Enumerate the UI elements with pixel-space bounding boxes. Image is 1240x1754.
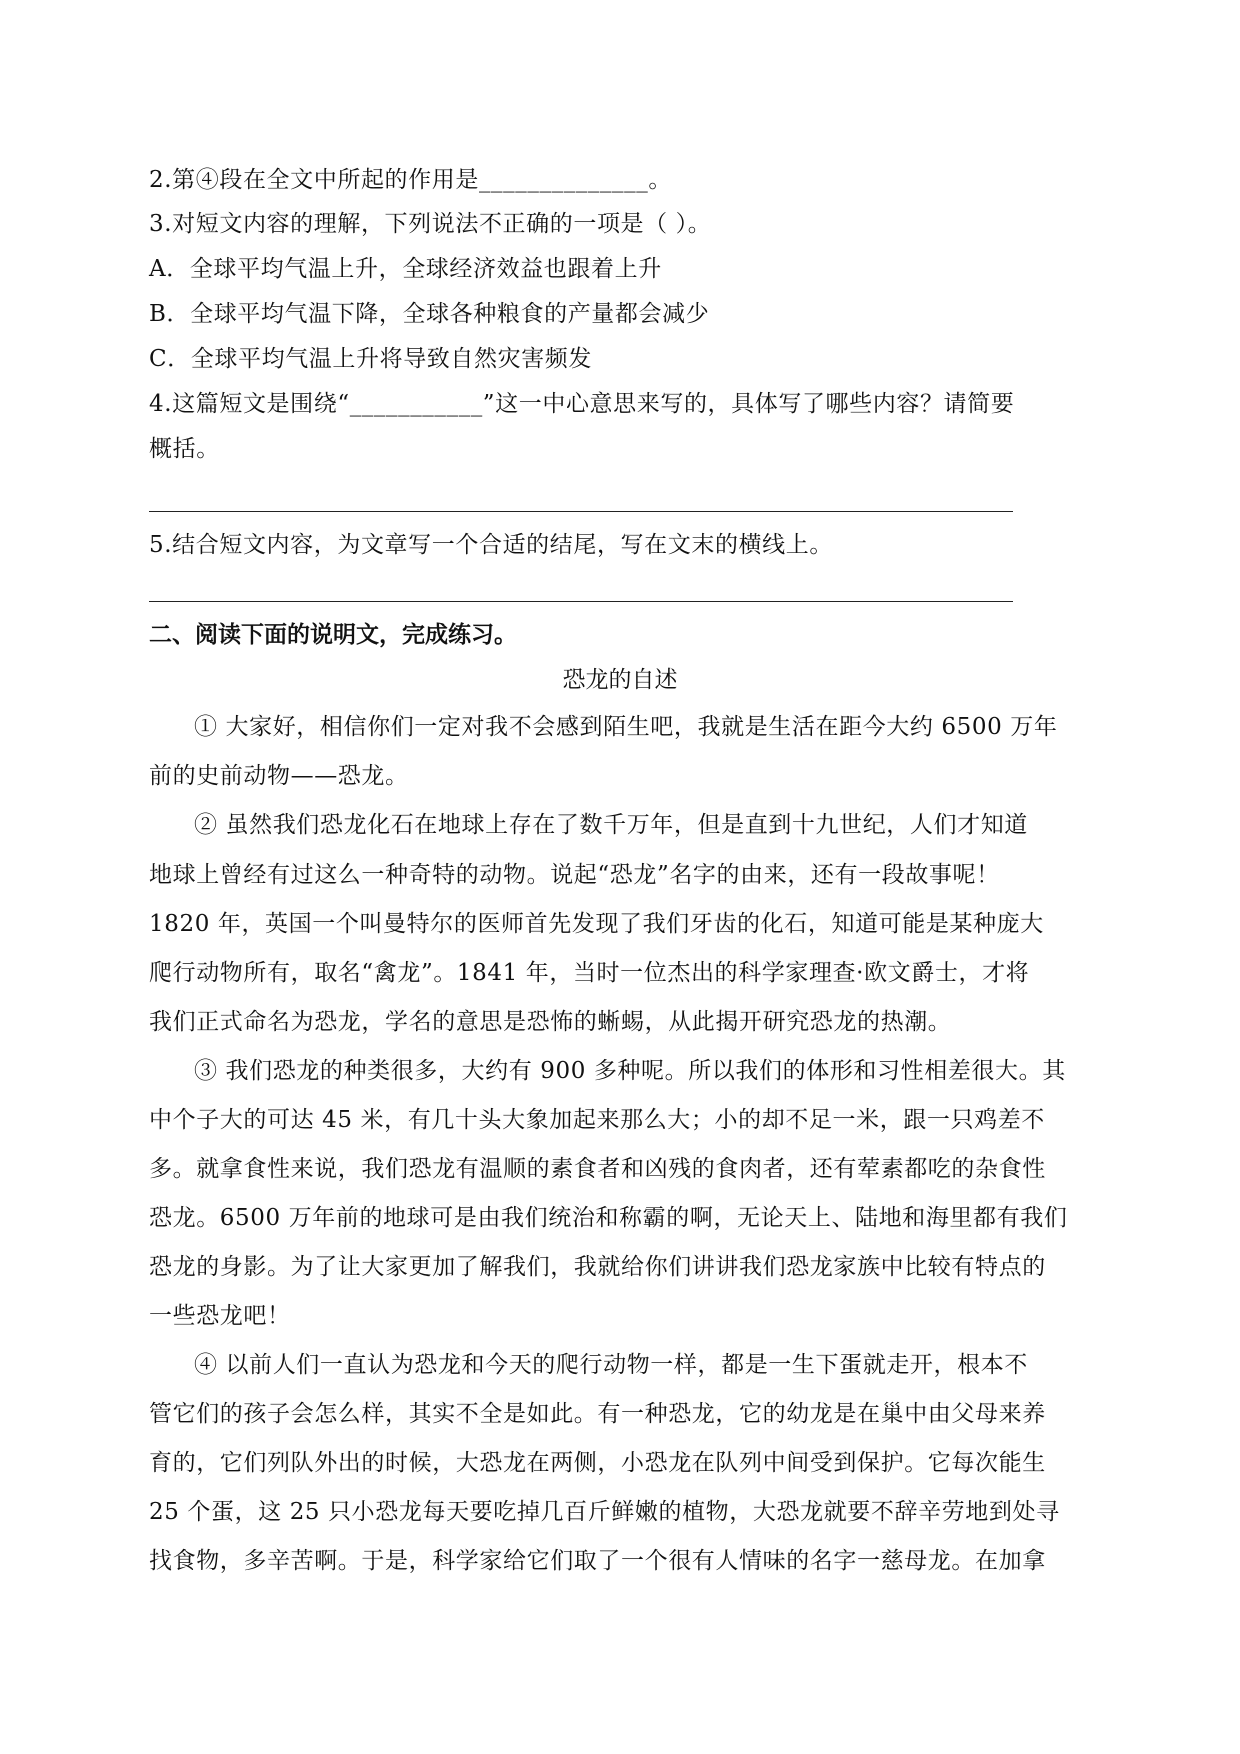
article-line: 找食物，多辛苦啊。于是，科学家给它们取了一个很有人情味的名字一慈母龙。在加拿 (149, 1548, 1046, 1574)
article-line: 管它们的孩子会怎么样，其实不全是如此。有一种恐龙，它的幼龙是在巢中由父母来养 (149, 1401, 1046, 1427)
question-4-line-2: 概括。 (149, 436, 220, 462)
article-line: 爬行动物所有，取名“禽龙”。1841 年，当时一位杰出的科学家理查·欧文爵士，才将 (149, 960, 1030, 986)
article-line: 我们正式命名为恐龙，学名的意思是恐怖的蜥蜴，从此揭开研究恐龙的热潮。 (149, 1009, 952, 1035)
question-3: 3.对短文内容的理解，下列说法不正确的一项是（ ）。 (149, 211, 712, 237)
question-2: 2.第④段在全文中所起的作用是______________。 (149, 167, 672, 193)
question-3-option-c: C．全球平均气温上升将导致自然灾害频发 (149, 346, 592, 372)
article-line: 一些恐龙吧！ (149, 1303, 291, 1329)
question-4-line-1: 4.这篇短文是围绕“___________”这一中心意思来写的，具体写了哪些内容？请简要 (149, 391, 1015, 417)
article-line: 恐龙。6500 万年前的地球可是由我们统治和称霸的啊，无论天上、陆地和海里都有我们 (149, 1205, 1068, 1231)
question-5: 5.结合短文内容，为文章写一个合适的结尾，写在文末的横线上。 (149, 532, 833, 558)
article-line: 多。就拿食性来说，我们恐龙有温顺的素食者和凶残的食肉者，还有荤素都吃的杂食性 (149, 1156, 1046, 1182)
article-title: 恐龙的自述 (562, 667, 678, 693)
article-line: 育的，它们列队外出的时候，大恐龙在两侧，小恐龙在队列中间受到保护。它每次能生 (149, 1450, 1046, 1476)
article-line: ③ 我们恐龙的种类很多，大约有 900 多种呢。所以我们的体形和习性相差很大。其 (194, 1058, 1066, 1084)
answer-line-q5 (149, 601, 1013, 602)
question-3-option-a: A．全球平均气温上升，全球经济效益也跟着上升 (149, 256, 662, 282)
article-line: 中个子大的可达 45 米，有几十头大象加起来那么大；小的却不足一米，跟一只鸡差不 (149, 1107, 1045, 1133)
article-line: ② 虽然我们恐龙化石在地球上存在了数千万年，但是直到十九世纪，人们才知道 (194, 812, 1028, 838)
article-line: 25 个蛋，这 25 只小恐龙每天要吃掉几百斤鲜嫩的植物，大恐龙就要不辞辛劳地到处寻 (149, 1499, 1060, 1525)
article-line: 1820 年，英国一个叫曼特尔的医师首先发现了我们牙齿的化石，知道可能是某种庞大 (149, 911, 1044, 937)
answer-line-q4 (149, 511, 1013, 512)
question-3-option-b: B．全球平均气温下降，全球各种粮食的产量都会减少 (149, 301, 710, 327)
section-2-title: 二、阅读下面的说明文，完成练习。 (149, 622, 517, 648)
article-line: 恐龙的身影。为了让大家更加了解我们，我就给你们讲讲我们恐龙家族中比较有特点的 (149, 1254, 1046, 1280)
article-line: 地球上曾经有过这么一种奇特的动物。说起“恐龙”名字的由来，还有一段故事呢！ (149, 862, 1000, 888)
article-line: ① 大家好，相信你们一定对我不会感到陌生吧，我就是生活在距今大约 6500 万年 (194, 714, 1058, 740)
article-line: 前的史前动物——恐龙。 (149, 763, 409, 789)
article-line: ④ 以前人们一直认为恐龙和今天的爬行动物一样，都是一生下蛋就走开，根本不 (194, 1352, 1028, 1378)
